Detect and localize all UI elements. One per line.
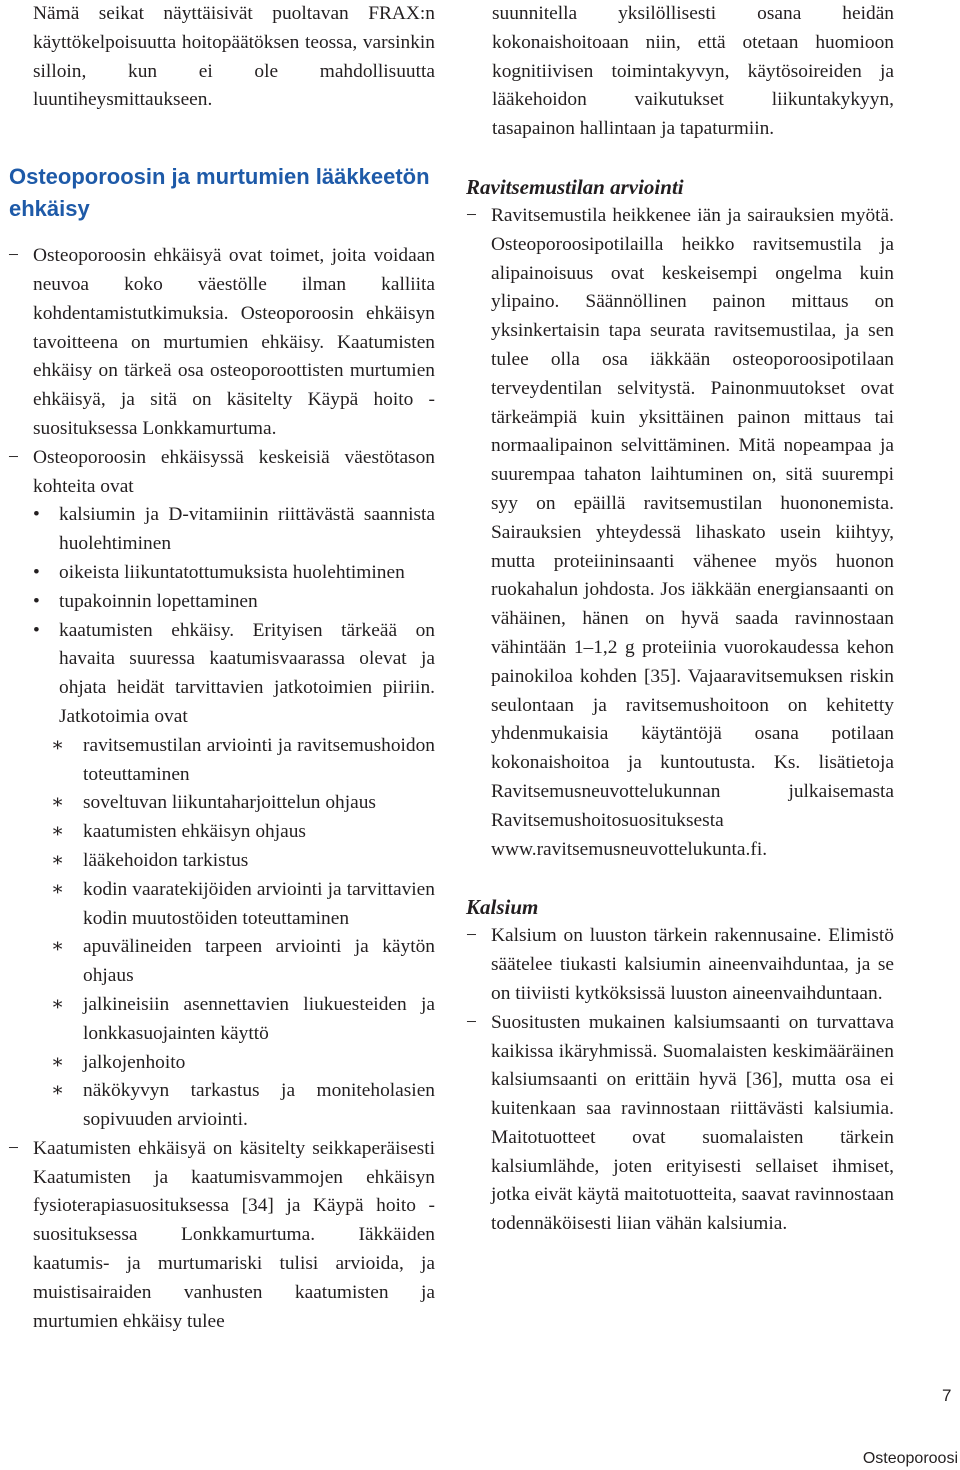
asterisk-item: ∗ kaatumisten ehkäisyn ohjaus	[33, 818, 435, 847]
prevention-list	[33, 242, 435, 1336]
calcium-item-2: − Suositusten mukainen kalsiumsaanti on turvattava kaikissa ikäryhmissä. Suomalaisten keskimääräinen kalsiumsaanti on erittäin hyvä [36], mutta osa ei kuitenkaan saa ravinnostaan riittävästi kalsiumia. Maitotuotteet ovat suomalaisten tärkein kalsiumlähde, joten erityisesti sellaiset ihmiset, jotka eivät käytä maitotuotteita, saavat ravinnostaan todennäköisesti liian vähän kalsiumia.	[466, 1009, 894, 1239]
prevention-item-1: − Osteoporoosin ehkäisyä ovat toimet, joita voidaan neuvoa koko väestölle ilman kalliita kohdentamistutkimuksia. Osteoporoosin ehkäisyn tavoitteena on murtumien ehkäisy. Kaatumisten ehkäisy on tärkeä osa osteoporoottisten murtumien ehkäisyä, ja sitä on käsitelty Käypä hoito -suosituksessa Lonkkamurtuma.	[33, 242, 435, 444]
asterisk-item: ∗ apuvälineiden tarpeen arviointi ja käytön ohjaus	[33, 933, 435, 991]
right-column	[466, 0, 894, 1239]
nutrition-list	[466, 202, 894, 864]
prevention-item-2: − Osteoporoosin ehkäisyssä keskeisiä väestötason kohteita ovat • kalsiumin ja D-vitamiinin riittävästä saannista huolehtiminen • oikeista liikuntatottumuksista huolehtiminen • tupakoinnin lopettaminen • kaatumisten ehkäisy. Erityisen tärkeää on havaita suuressa kaatumisvaarassa olevat ja ohjata heidät tarvittavien jatkotoimien piiriin. Jatkotoimia ovat ∗ ravitsemustilan arviointi ja ravitsemushoidon toteuttaminen ∗ soveltuvan liikuntaharjoittelun ohjaus ∗ kaatumisten ehkäisyn ohjaus ∗ lääkehoidon tarkistus ∗ kodin vaaratekijöiden arviointi ja tarvittavien kodin muutostöiden toteuttaminen ∗ apuvälineiden tarpeen arviointi ja käytön ohjaus ∗ jalkineisiin asennettavien liukuesteiden ja lonkkasuojainten käyttö ∗ jalkojenhoito ∗ näkökyvyn tarkastus ja moniteholasien sopivuuden arviointi.	[33, 444, 435, 1135]
asterisk-item: ∗ lääkehoidon tarkistus	[33, 847, 435, 876]
asterisk-item: ∗ soveltuvan liikuntaharjoittelun ohjaus	[33, 789, 435, 818]
left-column	[9, 0, 435, 1336]
asterisk-item: ∗ jalkineisiin asennettavien liukuesteiden ja lonkkasuojainten käyttö	[33, 991, 435, 1049]
asterisk-item: ∗ näkökyvyn tarkastus ja moniteholasien sopivuuden arviointi.	[33, 1077, 435, 1135]
nutrition-item: − Ravitsemustila heikkenee iän ja sairauksien myötä. Osteoporoosipotilailla heikko ravitsemustila ja alipainoisuus ovat keskeisempi ongelma kuin ylipaino. Säännöllinen painon mittaus on yksinkertaisin tapa seurata ravitsemustilaa, ja sen tulee olla osa iäkkään osteoporoosipotilaan terveydentilan selvitystä. Painonmuutokset ovat tärkeämpiä kuin yksittäinen painon mittaus tai normaalipainon selvittäminen. Mitä nopeampaa ja suurempaa tahaton laihtuminen on, sitä suurempi syy on epäillä ravitsemustilan huononemista. Sairauksien yhteydessä lihaskato usein kiihtyy, mutta proteiininsaanti vähenee myös huonon ruokahalun johdosta. Jos iäkkään energiansaanti on vähäinen, hänen on hyvä saada ravinnostaan vähintään 1–1,2 g proteiinia vuorokaudessa kehon painokiloa kohden [35]. Vajaaravitsemuksen riskin seulontaan ja ravitsemushoitoon on kehitetty yhdenmukaisia käytäntöjä osana potilaan kokonaishoitoa ja kuntoutusta. Ks. lisätietoja Ravitsemusneuvottelukunnan julkaisemasta Ravitsemushoitosuosituksesta www.ravitsemusneuvottelukunta.fi.	[466, 202, 894, 864]
asterisk-list	[33, 732, 435, 1135]
section-heading-nutrition: Ravitsemustilan arviointi	[466, 174, 684, 199]
bullet-list	[33, 501, 435, 731]
page-number: 7	[942, 1386, 952, 1405]
section-heading-calcium: Kalsium	[466, 895, 539, 920]
intro-paragraph: Nämä seikat näyttäisivät puoltavan FRAX:n käyttökelpoisuutta hoitopäätöksen teossa, varsinkin silloin, kun ei ole mahdollisuutta luuntiheysmittaukseen.	[33, 3, 435, 111]
asterisk-item: ∗ ravitsemustilan arviointi ja ravitsemushoidon toteuttaminen	[33, 732, 435, 790]
calcium-item-1: − Kalsium on luuston tärkein rakennusaine. Elimistö säätelee tiukasti kalsiumin aineenvaihduntaa, ja se on tiiviisti kytköksissä luuston aineenvaihduntaan.	[466, 922, 894, 1008]
calcium-list	[466, 922, 894, 1239]
bullet-item: • kaatumisten ehkäisy. Erityisen tärkeää on havaita suuressa kaatumisvaarassa olevat ja ohjata heidät tarvittavien jatkotoimien piiriin. Jatkotoimia ovat	[33, 617, 435, 732]
section-heading-prevention: Osteoporoosin ja murtumien lääkkeetön ehkäisy	[9, 164, 430, 222]
prevention-item-3: − Kaatumisten ehkäisyä on käsitelty seikkaperäisesti Kaatumisten ja kaatumisvammojen ehkäisyn fysioterapiasuosituksessa [34] ja Käypä hoito -suosituksessa Lonkkamurtuma. Iäkkäiden kaatumis- ja murtumariski tulisi arvioida, ja muistisairaiden vanhusten kaatumisten ja murtumien ehkäisy tulee	[33, 1135, 435, 1337]
continuation-paragraph: suunnitella yksilöllisesti osana heidän kokonaishoitoaan niin, että otetaan huomioon kognitiivisen toimintakyvyn, käytösoireiden ja lääkehoidon vaikutukset liikuntakykyyn, tasapainon hallintaan ja tapaturmiin.	[492, 3, 894, 140]
footer-label: Osteoporoosi	[862, 1450, 958, 1467]
asterisk-item: ∗ kodin vaaratekijöiden arviointi ja tarvittavien kodin muutostöiden toteuttaminen	[33, 876, 435, 934]
asterisk-item: ∗ jalkojenhoito	[33, 1049, 435, 1078]
bullet-item: • oikeista liikuntatottumuksista huolehtiminen	[33, 559, 435, 588]
bullet-item: • kalsiumin ja D-vitamiinin riittävästä saannista huolehtiminen	[33, 501, 435, 559]
bullet-item: • tupakoinnin lopettaminen	[33, 588, 435, 617]
